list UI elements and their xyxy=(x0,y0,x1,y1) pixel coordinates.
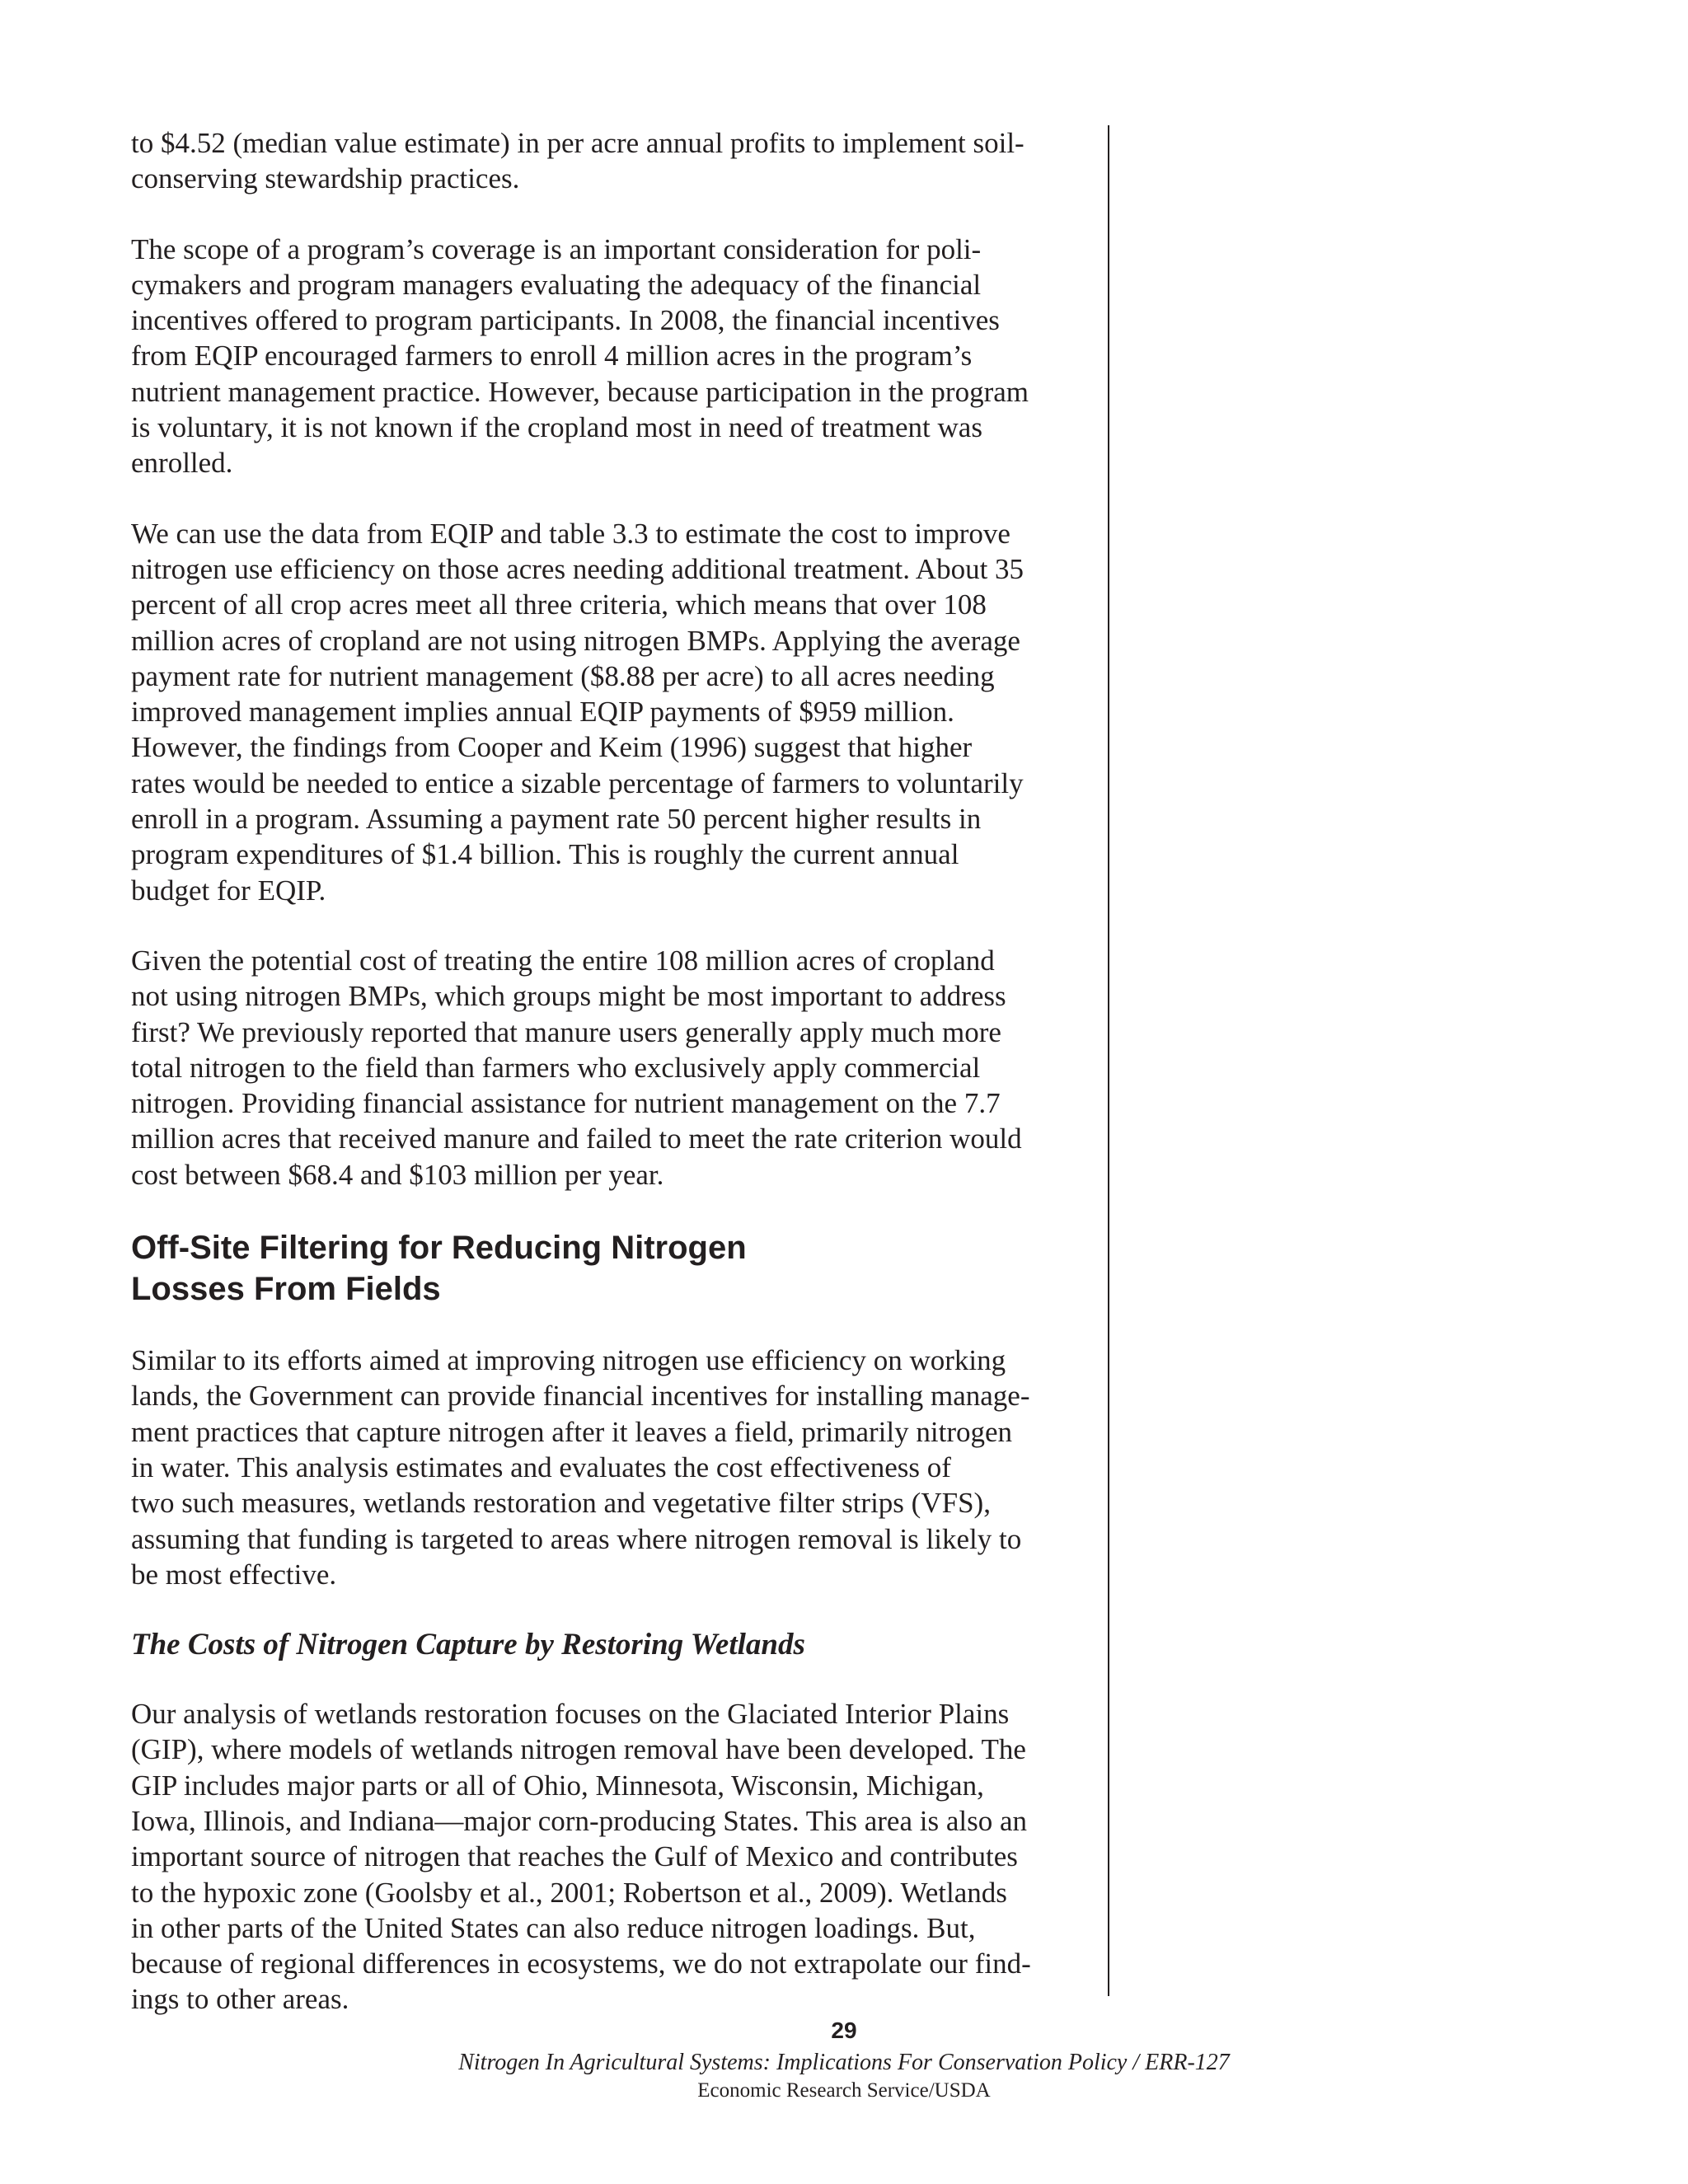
text-line: in other parts of the United States can also reduce nitrogen loadings. But, xyxy=(131,1911,976,1944)
text-line: Given the potential cost of treating the entire 108 million acres of cropland xyxy=(131,944,995,977)
subsection-heading: The Costs of Nitrogen Capture by Restoring Wetlands xyxy=(131,1628,805,1662)
text-line: conserving stewardship practices. xyxy=(131,162,520,195)
page-number: 29 xyxy=(831,2018,857,2043)
text-line: ment practices that capture nitrogen after it leaves a field, primarily nitrogen xyxy=(131,1415,1013,1448)
text-line: first? We previously reported that manure users generally apply much more xyxy=(131,1015,1001,1048)
text-line: million acres of cropland are not using nitrogen BMPs. Applying the average xyxy=(131,624,1020,657)
text-line: We can use the data from EQIP and table 3.3 to estimate the cost to improve xyxy=(131,517,1010,550)
text-line: Our analysis of wetlands restoration focuses on the Glaciated Interior Plains xyxy=(131,1698,1010,1731)
section-heading xyxy=(131,1227,1071,1310)
text-line: is voluntary, it is not known if the cropland most in need of treatment was xyxy=(131,411,982,444)
paragraph xyxy=(131,1343,1071,1592)
text-line: because of regional differences in ecosystems, we do not extrapolate our find- xyxy=(131,1947,1031,1980)
text-line: from EQIP encouraged farmers to enroll 4 million acres in the program’s xyxy=(131,340,973,373)
text-line: lands, the Government can provide financial incentives for installing manage- xyxy=(131,1380,1030,1413)
text-line: The scope of a program’s coverage is an important consideration for poli- xyxy=(131,232,982,265)
paragraph xyxy=(131,516,1071,908)
text-line: nutrient management practice. However, because participation in the program xyxy=(131,375,1029,408)
text-line: be most effective. xyxy=(131,1558,337,1591)
heading-line: Off-Site Filtering for Reducing Nitrogen xyxy=(131,1230,747,1267)
text-line: total nitrogen to the field than farmers who exclusively apply commercial xyxy=(131,1051,981,1084)
text-line: rates would be needed to entice a sizable percentage of farmers to voluntarily xyxy=(131,766,1024,799)
text-line: enrolled. xyxy=(131,447,233,480)
text-line: improved management implies annual EQIP payments of $959 million. xyxy=(131,696,954,729)
text-line: (GIP), where models of wetlands nitrogen removal have been developed. The xyxy=(131,1733,1026,1766)
text-line: ings to other areas. xyxy=(131,1983,349,2016)
paragraph xyxy=(131,943,1071,1193)
text-line: million acres that received manure and failed to meet the rate criterion would xyxy=(131,1122,1022,1155)
text-line: cymakers and program managers evaluating the adequacy of the financial xyxy=(131,268,982,301)
organization-name: Economic Research Service/USDA xyxy=(697,2079,991,2102)
text-line: cost between $68.4 and $103 million per year. xyxy=(131,1158,664,1191)
main-text-column xyxy=(131,125,1071,2052)
text-line: GIP includes major parts or all of Ohio, Minnesota, Wisconsin, Michigan, xyxy=(131,1769,984,1802)
text-line: not using nitrogen BMPs, which groups might be most important to address xyxy=(131,980,1006,1013)
text-line: budget for EQIP. xyxy=(131,874,326,907)
text-line: Iowa, Illinois, and Indiana—major corn-producing States. This area is also an xyxy=(131,1804,1027,1837)
text-line: program expenditures of $1.4 billion. This is roughly the current annual xyxy=(131,838,959,871)
text-line: assuming that funding is targeted to areas where nitrogen removal is likely to xyxy=(131,1522,1022,1555)
publication-title: Nitrogen In Agricultural Systems: Implications For Conservation Policy / ERR-127 xyxy=(458,2050,1230,2075)
text-line: nitrogen. Providing financial assistance for nutrient management on the 7.7 xyxy=(131,1087,1001,1120)
text-line: to $4.52 (median value estimate) in per acre annual profits to implement soil- xyxy=(131,127,1025,159)
text-line: enroll in a program. Assuming a payment rate 50 percent higher results in xyxy=(131,803,982,836)
text-line: incentives offered to program participants. In 2008, the financial incentives xyxy=(131,304,1000,337)
column-divider xyxy=(1108,125,1109,1996)
text-line: However, the findings from Cooper and Keim (1996) suggest that higher xyxy=(131,731,973,764)
text-line: Similar to its efforts aimed at improving nitrogen use efficiency on working xyxy=(131,1344,1006,1377)
paragraph xyxy=(131,232,1071,481)
text-line: nitrogen use efficiency on those acres needing additional treatment. About 35 xyxy=(131,552,1025,585)
heading-line: Losses From Fields xyxy=(131,1271,441,1308)
text-line: percent of all crop acres meet all three criteria, which means that over 108 xyxy=(131,588,987,621)
text-line: payment rate for nutrient management ($8.88 per acre) to all acres needing xyxy=(131,659,995,692)
paragraph xyxy=(131,1696,1071,2018)
text-line: important source of nitrogen that reaches the Gulf of Mexico and contributes xyxy=(131,1840,1018,1873)
paragraph xyxy=(131,125,1071,197)
text-line: in water. This analysis estimates and evaluates the cost effectiveness of xyxy=(131,1451,951,1483)
text-line: two such measures, wetlands restoration and vegetative filter strips (VFS), xyxy=(131,1487,991,1520)
text-line: to the hypoxic zone (Goolsby et al., 2001; Robertson et al., 2009). Wetlands xyxy=(131,1876,1007,1909)
